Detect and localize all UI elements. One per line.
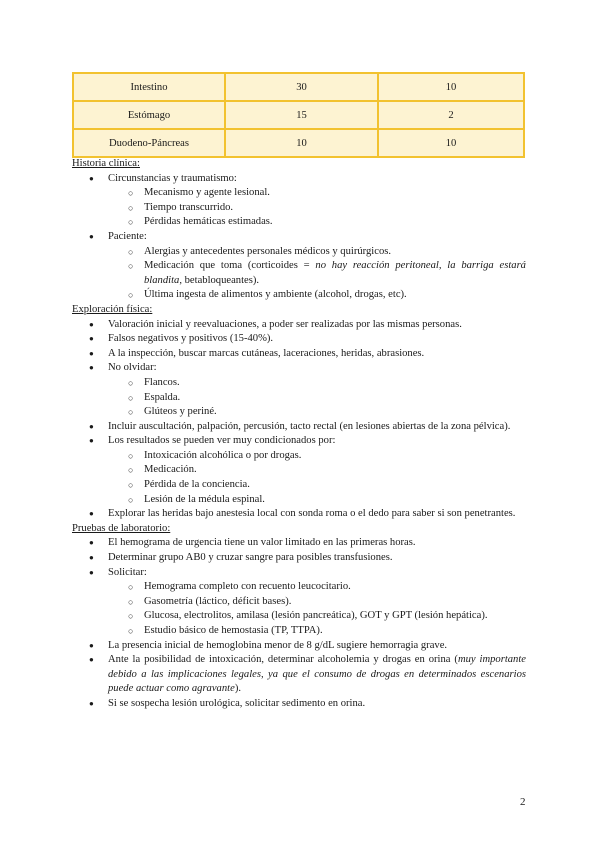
list-item: ● Paciente: [72,230,526,245]
list-item: ● Incluir auscultación, palpación, percusión, tacto rectal (en lesiones abiertas de la zona pélvica). [72,420,526,435]
circle-bullet-icon: ○ [128,377,134,388]
table-row [73,129,524,157]
list-item: ○ Tiempo transcurrido. [72,201,526,216]
circle-bullet-icon: ○ [128,626,134,636]
circle-bullet-icon: ○ [128,407,134,418]
bullet-icon: ● [89,348,94,358]
table-cell: 10 [225,129,378,157]
list-item: ● La presencia inicial de hemoglobina menor de 8 g/dL sugiere hemorragia grave. [72,639,526,654]
table-cell: 10 [378,129,524,157]
section-title-historia: Historia clínica: [72,158,140,169]
table-cell: Intestino [73,73,225,101]
list-item: ● Solicitar: [72,566,526,581]
list-item: ○ Espalda. [72,391,526,406]
list-item: ○ Lesión de la médula espinal. [72,493,526,508]
bullet-icon: ● [89,640,94,650]
list-item: ● Si se sospecha lesión urológica, solicitar sedimento en orina. [72,697,526,712]
exploracion-list [72,318,526,522]
list-item: ○ Pérdidas hemáticas estimadas. [72,215,526,230]
circle-bullet-icon: ○ [128,596,134,607]
list-item: ○ Estudio básico de hemostasia (TP, TTPA). [72,624,526,639]
list-item: ○ Medicación. [72,463,526,478]
bullet-icon: ● [89,363,94,373]
list-item: ● Valoración inicial y reevaluaciones, a poder ser realizadas por las mismas personas. [72,318,526,333]
bullet-icon: ● [89,655,94,665]
list-item: ○ Alergias y antecedentes personales médicos y quirúrgicos. [72,245,526,260]
list-item: ○ Glúteos y periné. [72,405,526,420]
bullet-icon: ● [89,173,94,183]
list-item: ● El hemograma de urgencia tiene un valor limitado en las primeras horas. [72,536,526,551]
list-item: ● Falsos negativos y positivos (15-40%). [72,332,526,347]
section-title-exploracion: Exploración física: [72,303,153,315]
table-row [73,73,524,101]
list-item: ● Determinar grupo AB0 y cruzar sangre para posibles transfusiones. [72,551,526,566]
list-item: ○ Hemograma completo con recuento leucocitario. [72,580,526,595]
bullet-icon: ● [89,538,94,548]
circle-bullet-icon: ○ [128,480,134,491]
bullet-icon: ● [89,319,94,329]
list-item: ○ Última ingesta de alimentos y ambiente (alcohol, drogas, etc). [72,288,526,303]
bullet-icon: ● [89,509,94,519]
circle-bullet-icon: ○ [128,188,134,199]
list-item: ○ Mecanismo y agente lesional. [72,186,526,201]
circle-bullet-icon: ○ [128,494,134,505]
list-item: ○ Glucosa, electrolitos, amilasa (lesión pancreática), GOT y GPT (lesión hepática). [72,609,526,624]
list-item: ○ Pérdida de la conciencia. [72,478,526,493]
section-title-laboratorio: Pruebas de laboratorio: [72,522,171,534]
bullet-icon: ● [89,436,94,446]
organ-table [72,72,525,158]
circle-bullet-icon: ○ [128,261,134,272]
circle-bullet-icon: ○ [128,465,134,476]
bullet-icon: ● [89,231,94,241]
table-cell: 15 [225,101,378,129]
list-item: ● Circunstancias y traumatismo: [72,172,526,187]
circle-bullet-icon: ○ [128,392,134,403]
list-item: ● No olvidar: [72,361,526,376]
circle-bullet-icon: ○ [128,290,134,301]
historia-list [72,172,526,303]
list-item: ○ Gasometría (láctico, déficit bases). [72,595,526,610]
document-body [72,157,526,712]
bullet-icon: ● [89,553,94,563]
bullet-icon: ● [89,334,94,344]
list-item: ● Explorar las heridas bajo anestesia local con sonda roma o el dedo para saber si son penetrantes. [72,507,526,522]
circle-bullet-icon: ○ [128,246,134,257]
table-cell: Duodeno-Páncreas [73,129,225,157]
table-cell: 10 [378,73,524,101]
bullet-icon: ● [89,698,94,708]
circle-bullet-icon: ○ [128,202,134,213]
bullet-icon: ● [89,567,94,577]
list-item: ○ Medicación que toma (corticoides = no hay reacción peritoneal, la barriga estará blandita, betabloqueantes). [128,260,526,286]
circle-bullet-icon: ○ [128,582,134,593]
circle-bullet-icon: ○ [128,217,134,228]
table-cell: 2 [378,101,524,129]
table-row [73,101,524,129]
table-cell: 30 [225,73,378,101]
table-cell: Estómago [73,101,225,129]
bullet-icon: ● [89,421,94,431]
page-number: 2 [520,796,526,808]
circle-bullet-icon: ○ [128,450,134,461]
list-item: ○ Intoxicación alcohólica o por drogas. [72,449,526,464]
circle-bullet-icon: ○ [128,611,134,622]
list-item: ● A la inspección, buscar marcas cutáneas, laceraciones, heridas, abrasiones. [72,347,526,362]
list-item: ● Los resultados se pueden ver muy condicionados por: [72,434,526,449]
laboratorio-list [72,536,526,711]
list-item: ○ Flancos. [72,376,526,391]
list-item: ● Ante la posibilidad de intoxicación, determinar alcoholemia y drogas en orina (muy importante debido a las implicaciones legales, ya que el consumo de drogas en determinados escenarios puede actuar como agravante). [89,654,526,695]
